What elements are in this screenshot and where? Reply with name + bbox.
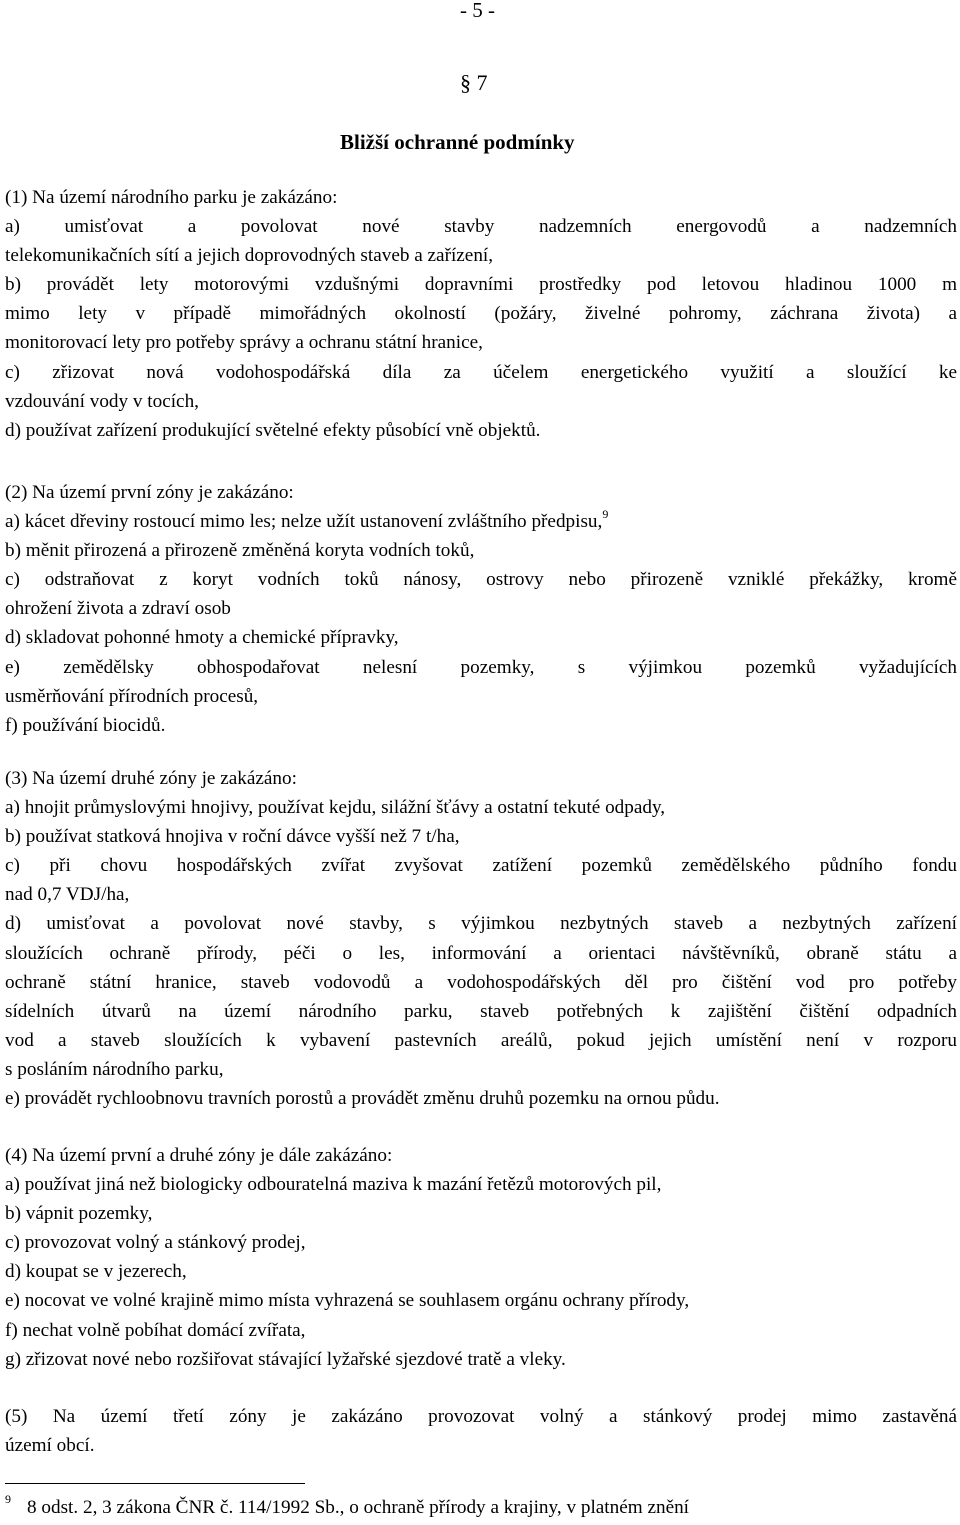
- paragraph-line: (3) Na území druhé zóny je zakázáno:: [5, 768, 297, 789]
- footnote-separator: [5, 1483, 305, 1484]
- paragraph-line: mimo lety v případě mimořádných okolností (požáry, živelné pohromy, záchrana života) a: [5, 303, 957, 325]
- paragraph-line-text: a) kácet dřeviny rostoucí mimo les; nelze užít ustanovení zvláštního předpisu,: [5, 511, 603, 533]
- paragraph-4: [5, 1141, 957, 1374]
- paragraph-line: d) umisťovat a povolovat nové stavby, s výjimkou nezbytných staveb a nezbytných zařízení: [5, 913, 957, 935]
- paragraph-line: (1) Na území národního parku je zakázáno:: [5, 187, 338, 208]
- paragraph-3: [5, 764, 957, 1113]
- footnote-mark: 9: [5, 1492, 11, 1506]
- paragraph-line: b) provádět lety motorovými vzdušnými dopravními prostředky pod letovou hladinou 1000 m: [5, 274, 957, 296]
- paragraph-line: c) odstraňovat z koryt vodních toků nánosy, ostrovy nebo přirozeně vzniklé překážky, kromě: [5, 569, 957, 591]
- paragraph-line: (5) Na území třetí zóny je zakázáno provozovat volný a stánkový prodej mimo zastavěná: [5, 1406, 957, 1427]
- paragraph-line: c) při chovu hospodářských zvířat zvyšovat zatížení pozemků zemědělského půdního fondu: [5, 855, 957, 877]
- paragraph-line: f) nechat volně pobíhat domácí zvířata,: [5, 1319, 306, 1341]
- paragraph-line: ochraně státní hranice, staveb vodovodů a vodohospodářských děl pro čištění vod pro potřeby: [5, 971, 957, 993]
- paragraph-line: c) provozovat volný a stánkový prodej,: [5, 1232, 306, 1254]
- paragraph-line: e) nocovat ve volné krajině mimo místa vyhrazená se souhlasem orgánu ochrany přírody,: [5, 1290, 690, 1312]
- footnote-text: 8 odst. 2, 3 zákona ČNR č. 114/1992 Sb., o ochraně přírody a krajiny, v platném znění: [27, 1497, 690, 1518]
- paragraph-line: b) používat statková hnojiva v roční dávce vyšší než 7 t/ha,: [5, 826, 460, 848]
- paragraph-line: a) umisťovat a povolovat nové stavby nadzemních energovodů a nadzemních: [5, 216, 957, 238]
- paragraph-line: monitorovací lety pro potřeby správy a ochranu státní hranice,: [5, 332, 483, 354]
- section-title: Bližší ochranné podmínky: [340, 130, 575, 154]
- footnote-reference: 9: [602, 507, 609, 522]
- paragraph-line: usměrňování přírodních procesů,: [5, 685, 259, 707]
- paragraph-line: d) koupat se v jezerech,: [5, 1261, 187, 1283]
- paragraph-line: b) vápnit pozemky,: [5, 1203, 153, 1225]
- paragraph-line: nad 0,7 VDJ/ha,: [5, 884, 130, 906]
- page-number: - 5 -: [460, 0, 495, 22]
- paragraph-line: vod a staveb sloužících k vybavení pastevních areálů, pokud jejich umístění není v rozporu: [5, 1029, 957, 1051]
- paragraph-line: vzdouvání vody v tocích,: [5, 390, 199, 412]
- paragraph-5: [5, 1402, 957, 1460]
- paragraph-line: b) měnit přirozená a přirozeně změněná koryta vodních toků,: [5, 540, 475, 562]
- paragraph-1: [5, 183, 957, 445]
- paragraph-line: (4) Na území první a druhé zóny je dále zakázáno:: [5, 1145, 393, 1166]
- paragraph-line: f) používání biocidů.: [5, 714, 166, 736]
- paragraph-line: a) používat jiná než biologicky odbouratelná maziva k mazání řetězů motorových pil,: [5, 1174, 662, 1196]
- paragraph-line: (2) Na území první zóny je zakázáno:: [5, 482, 294, 503]
- paragraph-line: s posláním národního parku,: [5, 1058, 224, 1080]
- footnote: [5, 1492, 690, 1521]
- paragraph-line: sídelních útvarů na území národního parku, staveb potřebných k zajištění čištění odpadních: [5, 1000, 957, 1022]
- paragraph-line: e) provádět rychloobnovu travních porostů a provádět změnu druhů pozemku na ornou půdu.: [5, 1088, 720, 1110]
- paragraph-line: ohrožení života a zdraví osob: [5, 598, 231, 620]
- section-number: § 7: [460, 70, 488, 95]
- paragraph-line: a) hnojit průmyslovými hnojivy, používat kejdu, silážní šťávy a ostatní tekuté odpady,: [5, 797, 666, 819]
- paragraph-line: e) zemědělsky obhospodařovat nelesní pozemky, s výjimkou pozemků vyžadujících: [5, 656, 957, 678]
- paragraph-line: c) zřizovat nová vodohospodářská díla za účelem energetického využití a sloužící ke: [5, 361, 957, 383]
- paragraph-line: d) používat zařízení produkující světelné efekty působící vně objektů.: [5, 419, 541, 441]
- paragraph-line: [5, 507, 957, 536]
- paragraph-line: g) zřizovat nové nebo rozšiřovat stávající lyžařské sjezdové tratě a vleky.: [5, 1348, 566, 1370]
- paragraph-line: sloužících ochraně přírody, péči o les, informování a orientaci návštěvníků, obraně státu a: [5, 942, 957, 964]
- paragraph-line: území obcí.: [5, 1435, 95, 1457]
- paragraph-2: [5, 478, 957, 740]
- paragraph-line: d) skladovat pohonné hmoty a chemické přípravky,: [5, 627, 399, 649]
- paragraph-line: telekomunikačních sítí a jejich doprovodných staveb a zařízení,: [5, 245, 494, 267]
